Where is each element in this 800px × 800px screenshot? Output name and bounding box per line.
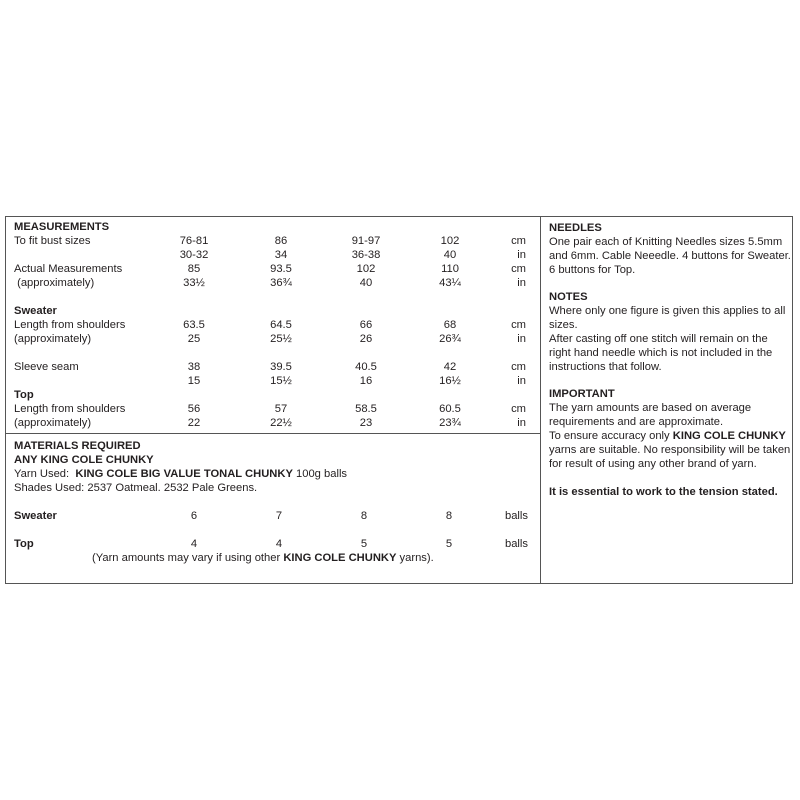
measure-value: 58.5 (355, 403, 377, 415)
needles-section (549, 221, 791, 277)
measure-unit: cm (511, 263, 526, 275)
section-divider (5, 433, 541, 434)
measure-unit: in (517, 375, 526, 387)
yarn-note-suffix: yarns). (396, 552, 434, 564)
important-text-2-prefix: To ensure accuracy only (549, 430, 673, 442)
balls-value: 8 (445, 510, 453, 522)
measure-label: To fit bust sizes (14, 235, 91, 247)
measure-value: 23 (359, 417, 373, 429)
measure-label: Length from shoulders (14, 319, 126, 331)
important-brand: KING COLE CHUNKY (672, 430, 786, 442)
materials-subheading: ANY KING COLE CHUNKY (14, 454, 154, 466)
important-heading: IMPORTANT (549, 388, 615, 400)
measure-value: 40.5 (355, 361, 377, 373)
measure-value: 26¾ (439, 333, 461, 345)
measure-value: 56 (187, 403, 201, 415)
measure-value: 36-38 (351, 249, 381, 261)
measure-label: (approximately) (14, 417, 92, 429)
measure-value: 16½ (439, 375, 461, 387)
measure-value: 68 (443, 319, 457, 331)
measure-unit: cm (511, 403, 526, 415)
measure-unit: cm (511, 361, 526, 373)
notes-heading: NOTES (549, 291, 588, 303)
materials-label: Sweater (14, 510, 57, 522)
materials-heading: MATERIALS REQUIRED (14, 440, 141, 452)
balls-value: 8 (360, 510, 368, 522)
measure-value: 43¼ (439, 277, 461, 289)
measure-value: 15 (187, 375, 201, 387)
measure-value: 57 (274, 403, 288, 415)
measure-unit: in (517, 277, 526, 289)
materials-label: Top (14, 538, 34, 550)
yarn-used (14, 468, 347, 481)
measure-label: Length from shoulders (14, 403, 126, 415)
balls-value: 5 (360, 538, 368, 550)
measure-unit: cm (511, 319, 526, 331)
yarn-name: KING COLE BIG VALUE TONAL CHUNKY (75, 468, 293, 480)
measure-value: 15½ (270, 375, 292, 387)
measure-unit: in (517, 333, 526, 345)
needles-text: One pair each of Knitting Needles sizes 5.5mm and 6mm. Cable Neeedle. 4 buttons for Sweater. 6 buttons for Top. (549, 236, 791, 276)
measure-value: 85 (187, 263, 201, 275)
measure-value: 16 (359, 375, 373, 387)
balls-unit: balls (504, 510, 528, 522)
top-subheading: Top (14, 389, 34, 401)
measure-value: 22 (187, 417, 201, 429)
important-text-2-suffix: yarns are suitable. No responsibility will be taken for result of using any other brand of yarn. (549, 444, 791, 470)
measure-label: Actual Measurements (14, 263, 123, 275)
measure-value: 34 (274, 249, 288, 261)
measure-unit: in (517, 417, 526, 429)
sweater-subheading: Sweater (14, 305, 57, 317)
measure-value: 25 (187, 333, 201, 345)
measure-value: 110 (441, 263, 459, 275)
measure-unit: cm (511, 235, 526, 247)
measure-value: 30-32 (179, 249, 209, 261)
important-text-2 (549, 429, 791, 471)
measurements-heading: MEASUREMENTS (14, 221, 110, 233)
notes-text-1: Where only one figure is given this applies to all sizes. (549, 305, 786, 331)
important-text-1: The yarn amounts are based on average requirements and are approximate. (549, 402, 752, 428)
measure-value: 86 (274, 235, 288, 247)
balls-unit: balls (504, 538, 528, 550)
measure-value: 76-81 (179, 235, 209, 247)
important-section (549, 387, 791, 499)
measure-value: 93.5 (270, 263, 292, 275)
measure-label: (approximately) (14, 333, 92, 345)
measure-value: 63.5 (183, 319, 205, 331)
measure-unit: in (517, 249, 526, 261)
measure-value: 38 (187, 361, 201, 373)
yarn-note-brand: KING COLE CHUNKY (283, 552, 397, 564)
yarn-note-prefix: (Yarn amounts may vary if using other (92, 552, 284, 564)
measure-value: 60.5 (439, 403, 461, 415)
measure-value: 36¾ (270, 277, 292, 289)
notes-text-2: After casting off one stitch will remain on the right hand needle which is not included in the instructions that follow. (549, 333, 773, 373)
yarn-used-prefix: Yarn Used: (14, 468, 76, 480)
measure-label: Sleeve seam (14, 361, 79, 373)
balls-value: 5 (445, 538, 453, 550)
notes-section (549, 290, 791, 374)
measure-value: 25½ (270, 333, 292, 345)
balls-value: 7 (275, 510, 283, 522)
yarn-note (92, 552, 434, 565)
column-divider (540, 216, 541, 584)
measure-value: 23¾ (439, 417, 461, 429)
measure-value: 40 (443, 249, 457, 261)
measure-value: 26 (359, 333, 373, 345)
measure-label: (approximately) (14, 277, 95, 289)
measure-value: 102 (440, 235, 460, 247)
balls-value: 6 (190, 510, 198, 522)
measure-value: 91-97 (351, 235, 381, 247)
measure-value: 102 (356, 263, 376, 275)
measure-value: 33½ (183, 277, 205, 289)
measure-value: 42 (443, 361, 457, 373)
needles-heading: NEEDLES (549, 222, 602, 234)
balls-value: 4 (190, 538, 198, 550)
tension-warning: It is essential to work to the tension stated. (549, 486, 778, 498)
balls-value: 4 (275, 538, 283, 550)
measure-value: 39.5 (270, 361, 292, 373)
measure-value: 40 (359, 277, 373, 289)
yarn-used-suffix: 100g balls (292, 468, 348, 480)
measure-value: 22½ (270, 417, 292, 429)
shades-used: Shades Used: 2537 Oatmeal. 2532 Pale Greens. (14, 482, 258, 494)
measure-value: 66 (359, 319, 373, 331)
measure-value: 64.5 (270, 319, 292, 331)
